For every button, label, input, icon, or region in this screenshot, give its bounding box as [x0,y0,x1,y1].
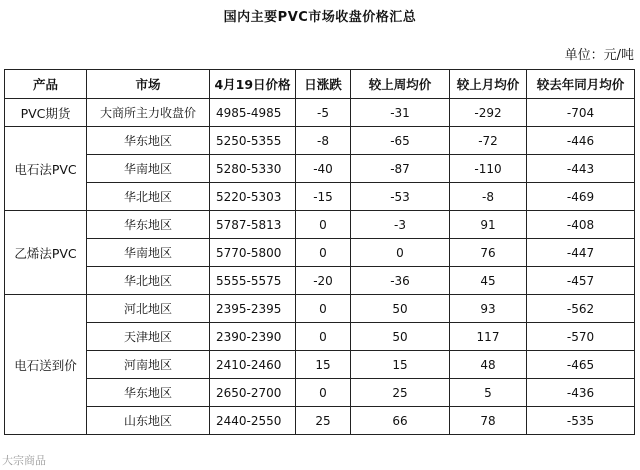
value-cell: 2390-2390 [210,323,296,351]
market-cell: 大商所主力收盘价 [87,99,210,127]
product-cell: 乙烯法PVC [5,211,87,295]
value-cell: 2410-2460 [210,351,296,379]
value-cell: -5 [296,99,351,127]
table-row [5,183,635,211]
table-row [5,211,635,239]
value-cell: 5 [450,379,527,407]
value-cell: -447 [527,239,635,267]
market-cell: 华北地区 [87,183,210,211]
market-cell: 华南地区 [87,155,210,183]
table-row [5,99,635,127]
value-cell: -408 [527,211,635,239]
value-cell: 5280-5330 [210,155,296,183]
column-header: 较去年同月均价 [527,70,635,99]
column-header: 市场 [87,70,210,99]
value-cell: -110 [450,155,527,183]
page-title: 国内主要PVC市场收盘价格汇总 [223,10,417,25]
table-row [5,407,635,435]
market-cell: 华东地区 [87,211,210,239]
value-cell: 15 [296,351,351,379]
value-cell: 25 [296,407,351,435]
value-cell: 45 [450,267,527,295]
value-cell: -465 [527,351,635,379]
column-header: 4月19日价格 [210,70,296,99]
market-cell: 河南地区 [87,351,210,379]
column-header: 较上月均价 [450,70,527,99]
value-cell: -15 [296,183,351,211]
market-cell: 华北地区 [87,267,210,295]
value-cell: 2395-2395 [210,295,296,323]
value-cell: -704 [527,99,635,127]
value-cell: -570 [527,323,635,351]
market-cell: 山东地区 [87,407,210,435]
value-cell: -457 [527,267,635,295]
value-cell: -469 [527,183,635,211]
market-cell: 天津地区 [87,323,210,351]
value-cell: -72 [450,127,527,155]
table-row [5,239,635,267]
column-header: 产品 [5,70,87,99]
value-cell: -65 [351,127,450,155]
table-row [5,267,635,295]
value-cell: 0 [296,295,351,323]
table-row [5,127,635,155]
market-cell: 华东地区 [87,127,210,155]
value-cell: -562 [527,295,635,323]
value-cell: 48 [450,351,527,379]
table-row [5,295,635,323]
market-cell: 华南地区 [87,239,210,267]
value-cell: 117 [450,323,527,351]
table-row [5,323,635,351]
column-header: 较上周均价 [351,70,450,99]
value-cell: 4985-4985 [210,99,296,127]
value-cell: -292 [450,99,527,127]
value-cell: 5770-5800 [210,239,296,267]
value-cell: 2650-2700 [210,379,296,407]
value-cell: -87 [351,155,450,183]
value-cell: 93 [450,295,527,323]
value-cell: -446 [527,127,635,155]
value-cell: -40 [296,155,351,183]
value-cell: 91 [450,211,527,239]
value-cell: -8 [450,183,527,211]
value-cell: -436 [527,379,635,407]
header-row [5,70,635,99]
column-header: 日涨跌 [296,70,351,99]
value-cell: 66 [351,407,450,435]
value-cell: 2440-2550 [210,407,296,435]
value-cell: -3 [351,211,450,239]
value-cell: 5220-5303 [210,183,296,211]
table-row [5,351,635,379]
value-cell: 0 [296,239,351,267]
value-cell: 25 [351,379,450,407]
value-cell: 76 [450,239,527,267]
value-cell: -535 [527,407,635,435]
market-cell: 华东地区 [87,379,210,407]
product-cell: 电石送到价 [5,295,87,435]
value-cell: 0 [296,211,351,239]
value-cell: -443 [527,155,635,183]
market-cell: 河北地区 [87,295,210,323]
value-cell: -31 [351,99,450,127]
value-cell: -53 [351,183,450,211]
value-cell: 78 [450,407,527,435]
product-cell: PVC期货 [5,99,87,127]
product-cell: 电石法PVC [5,127,87,211]
value-cell: 50 [351,295,450,323]
unit-label: 单位：元/吨 [564,48,634,63]
table-row [5,155,635,183]
value-cell: 0 [296,323,351,351]
watermark: 大宗商品 [2,454,46,467]
value-cell: 15 [351,351,450,379]
value-cell: 5250-5355 [210,127,296,155]
value-cell: 5555-5575 [210,267,296,295]
value-cell: 50 [351,323,450,351]
table-row [5,379,635,407]
value-cell: -36 [351,267,450,295]
value-cell: 5787-5813 [210,211,296,239]
price-table [4,69,635,435]
value-cell: -20 [296,267,351,295]
value-cell: 0 [351,239,450,267]
value-cell: 0 [296,379,351,407]
value-cell: -8 [296,127,351,155]
